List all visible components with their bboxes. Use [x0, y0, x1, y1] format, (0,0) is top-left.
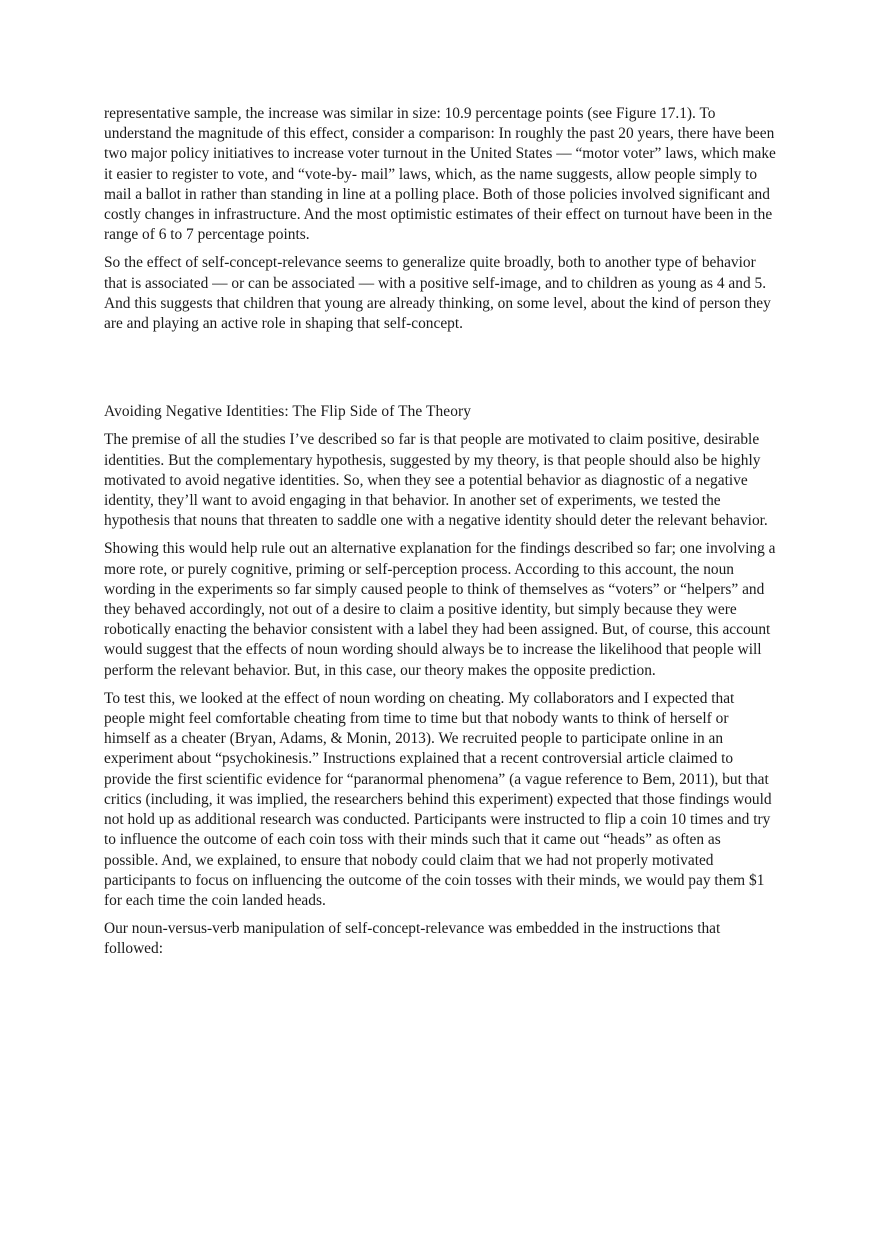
heading-spacer [104, 422, 776, 430]
section-spacer [104, 334, 776, 402]
paragraph-spacer [104, 531, 776, 539]
paragraph-spacer [104, 911, 776, 919]
paragraph-manipulation: Our noun-versus-verb manipulation of self-concept-relevance was embedded in the instructions that followed: [104, 920, 721, 958]
paragraph-spacer [104, 681, 776, 689]
paragraph-cheating-experiment: To test this, we looked at the effect of noun wording on cheating. My collaborators and I expected that people might feel comfortable cheating from time to time but that nobody wants to think of herself or himself as a cheater (Bryan, Adams, & Monin, 2013). We recruited people to participate online in an experiment about “psychokinesis.” Instructions explained that a recent controversial article claimed to provide the first scientific evidence for “paranormal phenomena” (a vague reference to Bem, 2011), but that critics (including, it was implied, the researchers behind this experiment) expected that those findings would not hold up as additional research was conducted. Participants were instructed to flip a coin 10 times and try to influence the outcome of each coin toss with their minds such that it came out “heads” as often as possible. And, we explained, to ensure that nobody could claim that we had not properly motivated participants to focus on influencing the outcome of the coin tosses with their minds, we would pay them $1 for each time the coin landed heads. [104, 689, 772, 909]
document-page [104, 104, 776, 960]
paragraph-voter-turnout: representative sample, the increase was similar in size: 10.9 percentage points (see Figure 17.1). To understand the magnitude of this effect, consider a comparison: In roughly the past 20 years, there have been two major policy initiatives to increase voter turnout in the United States — “motor voter” laws, which make it easier to register to vote, and “vote-by- mail” laws, which, as the name suggests, allow people simply to mail a ballot in rather than standing in line at a polling place. Both of those policies involved significant and costly changes in infrastructure. And the most optimistic estimates of their effect on turnout have been in the range of 6 to 7 percentage points. [104, 105, 776, 244]
section-heading: Avoiding Negative Identities: The Flip Side of The Theory [104, 403, 472, 421]
paragraph-self-concept: So the effect of self-concept-relevance seems to generalize quite broadly, both to another type of behavior that is associated — or can be associated — with a positive self-image, and to children as young as 4 and 5. And this suggests that children that young are already thinking, on some level, about the kind of person they are and playing an active role in shaping that self-concept. [104, 254, 771, 333]
paragraph-alternative-explanation: Showing this would help rule out an alternative explanation for the findings described so far; one involving a more rote, or purely cognitive, priming or self-perception process. According to this account, the noun wording in the experiments so far simply caused people to think of themselves as “voters” or “helpers” and they behaved accordingly, not out of a desire to claim a positive identity, but simply because they were robotically enacting the behavior consistent with a label they had been assigned. But, of course, this account would suggest that the effects of noun wording should always be to increase the likelihood that people will perform the relevant behavior. But, in this case, our theory makes the opposite prediction. [104, 540, 776, 679]
paragraph-premise: The premise of all the studies I’ve described so far is that people are motivated to claim positive, desirable identities. But the complementary hypothesis, suggested by my theory, is that people should also be highly motivated to avoid negative identities. So, when they see a potential behavior as diagnostic of a negative identity, they’ll want to avoid engaging in that behavior. In another set of experiments, we tested the hypothesis that nouns that threaten to saddle one with a negative identity should deter the relevant behavior. [104, 431, 768, 530]
paragraph-spacer [104, 245, 776, 253]
